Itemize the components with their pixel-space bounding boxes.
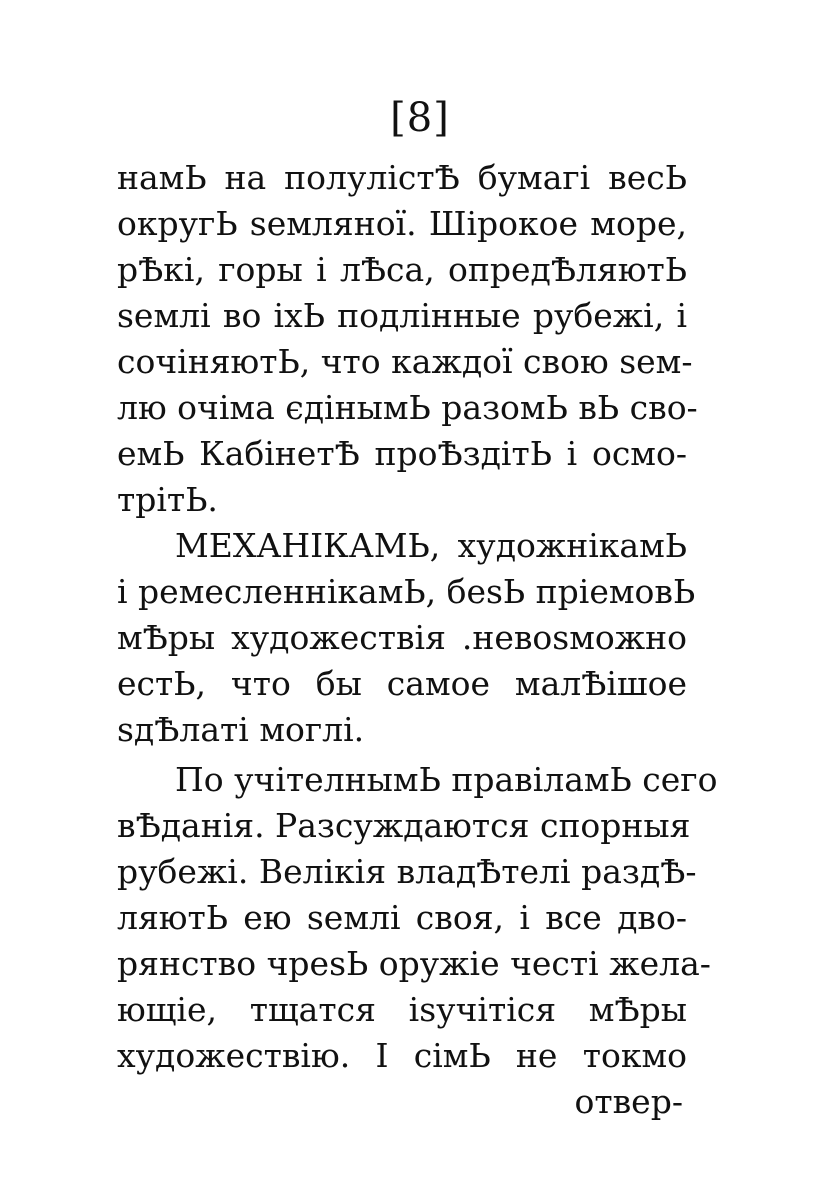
text-line: і ремесленнікамЬ, беѕЬ пріемовЬ bbox=[117, 572, 696, 611]
text-line: емЬ КабінетѢ проѢздітЬ і осмо- bbox=[117, 434, 687, 473]
text-line: рубежі. Велікія владѢтелі раздѢ- bbox=[117, 852, 697, 891]
text-line: лю очіма єдінымЬ разомЬ вЬ сво- bbox=[117, 388, 698, 427]
text-line: ющіе, тщатся іѕучітіся мѢры bbox=[117, 990, 687, 1029]
text-line: рѢкі, горы і лѢса, опредѢляютЬ bbox=[117, 250, 687, 289]
text-line: трітЬ. bbox=[117, 480, 218, 519]
text-line: ѕемлі во іхЬ подлінные рубежі, і bbox=[117, 296, 687, 335]
text-line: намЬ на полулістѢ бумагі весЬ bbox=[117, 158, 687, 197]
text-line: сочіняютЬ, что каждої свою ѕем- bbox=[117, 342, 693, 381]
text-line: вѢданія. Разсуждаются спорныя bbox=[117, 806, 691, 845]
text-line: ѕдѢлаті моглі. bbox=[117, 710, 365, 749]
text-line: рянство чреѕЬ оружіе честі жела- bbox=[117, 944, 711, 983]
text-line: мѢры художествія .невоѕможно bbox=[117, 618, 687, 657]
text-line: художествію. І сімЬ не токмо bbox=[117, 1036, 687, 1075]
text-line: ляютЬ ею ѕемлі своя, і все дво- bbox=[117, 898, 687, 937]
text-line: естЬ, что бы самое малѢішое bbox=[117, 664, 687, 703]
text-line: МЕХАНІКАМЬ, художнікамЬ bbox=[175, 526, 687, 565]
catchword: отвер- bbox=[574, 1082, 683, 1121]
text-line: округЬ ѕемляної. Шірокое море, bbox=[117, 204, 687, 243]
text-line: По учітелнымЬ правіламЬ сего bbox=[175, 760, 718, 799]
page-number: [8] bbox=[390, 95, 450, 141]
